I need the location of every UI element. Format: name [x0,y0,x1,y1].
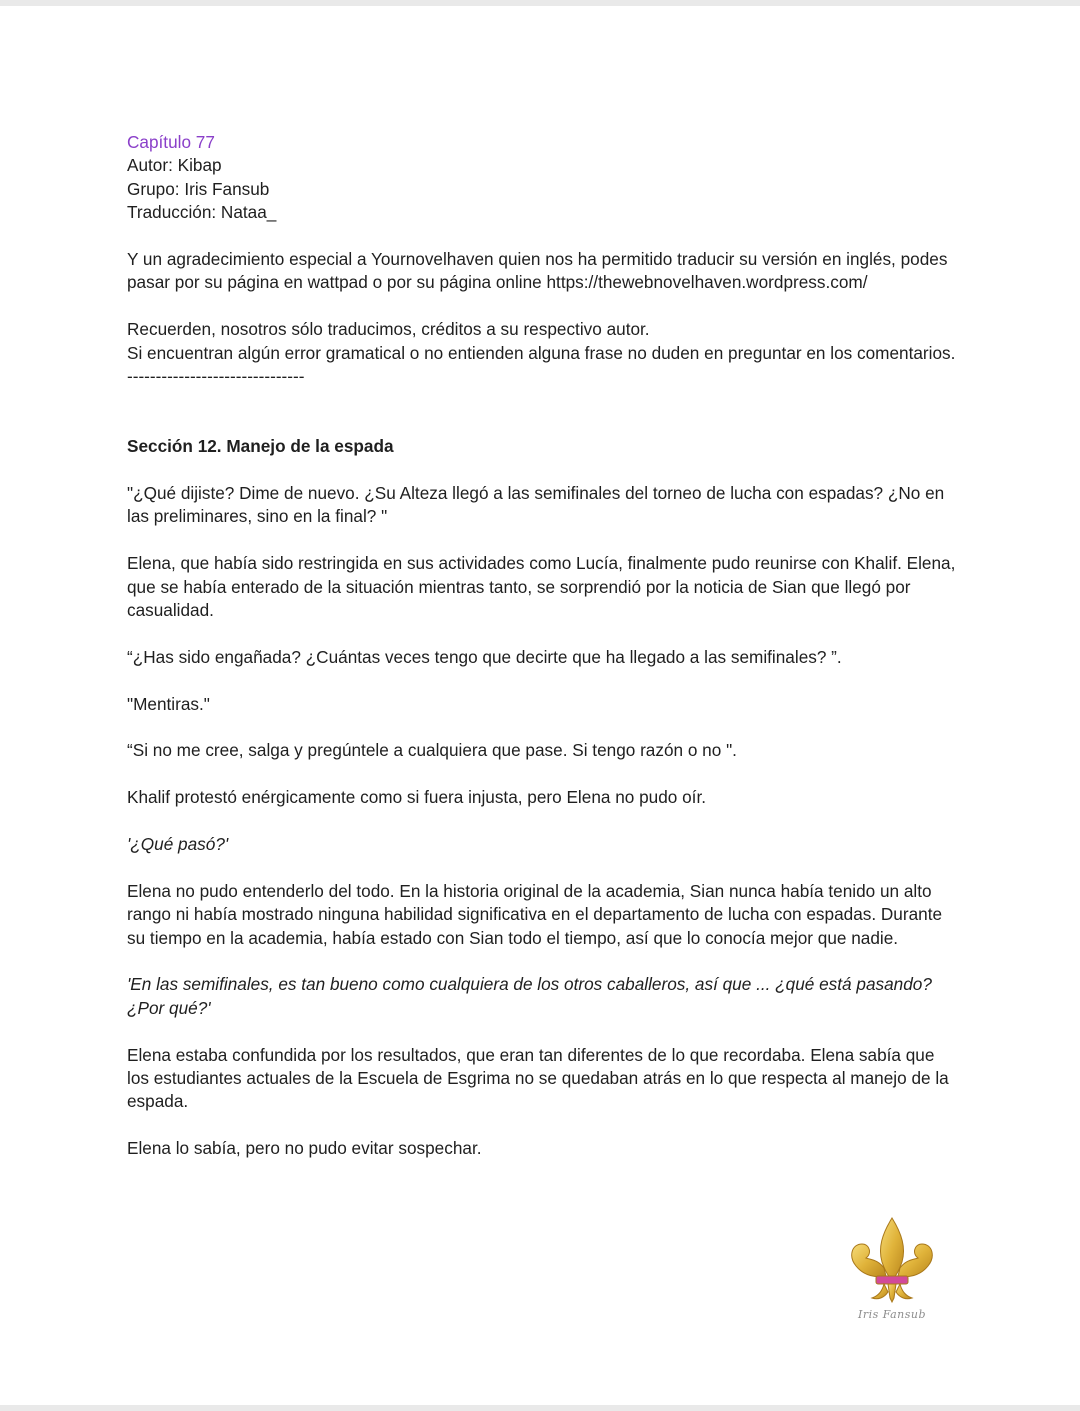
story-paragraph: Elena lo sabía, pero no pudo evitar sospechar. [127,1138,482,1159]
section-heading: Sección 12. Manejo de la espada [127,436,394,457]
iris-fansub-logo [842,1216,942,1328]
remember-line: Recuerden, nosotros sólo traducimos, créditos a su respectivo autor. [127,319,650,340]
translation-line: Traducción: Nataa_ [127,202,277,223]
story-paragraph-thought: 'En las semifinales, es tan bueno como cualquiera de los otros caballeros, así que ... ¿qué está pasando? ¿Por qué?' [127,974,932,1018]
story-paragraph-thought: '¿Qué pasó?' [127,834,229,855]
group-line: Grupo: Iris Fansub [127,178,270,199]
separator-line: ------------------------------- [127,366,305,387]
top-border [0,0,1080,6]
errors-line: Si encuentran algún error gramatical o no entienden alguna frase no duden en preguntar en los comentarios. [127,342,956,363]
story-paragraph: "¿Qué dijiste? Dime de nuevo. ¿Su Alteza llegó a las semifinales del torneo de lucha con espadas? ¿No en las preliminares, sino en la final? " [127,483,945,527]
author-line: Autor: Kibap [127,155,222,176]
story-paragraph: Elena estaba confundida por los resultados, que eran tan diferentes de lo que recordaba. Elena sabía que los estudiantes actuales de la Escuela de Esgrima no se quedaban atrás en lo que respecta al manejo de la espada. [127,1044,949,1112]
logo-caption: Iris Fansub [857,1308,927,1321]
thanks-paragraph: Y un agradecimiento especial a Yournovelhaven quien nos ha permitido traducir su versión en inglés, podes pasar por su página en wattpad o por su página online https://thewebnovelhaven.wordpress.com/ [127,249,948,293]
bottom-border [0,1405,1080,1411]
story-paragraph: “Si no me cree, salga y pregúntele a cualquiera que pase. Si tengo razón o no ". [127,740,737,761]
story-paragraph: "Mentiras." [127,693,210,714]
fleur-de-lis-icon [842,1216,942,1308]
document-page [127,131,957,1161]
story-paragraph: Elena no pudo entenderlo del todo. En la historia original de la academia, Sian nunca había tenido un alto rango ni había mostrado ninguna habilidad significativa en el departamento de lucha con espadas. Durante su tiempo en la academia, había estado con Sian todo el tiempo, así que lo conocía mejor que nadie. [127,880,943,948]
story-paragraph: “¿Has sido engañada? ¿Cuántas veces tengo que decirte que ha llegado a las semifinales? ”. [127,646,842,667]
story-paragraph: Elena, que había sido restringida en sus actividades como Lucía, finalmente pudo reunirse con Khalif. Elena, que se había enterado de la situación mientras tanto, se sorprendió por la noticia de Sian que llegó por casualidad. [127,553,956,621]
chapter-title: Capítulo 77 [127,132,215,152]
story-paragraph: Khalif protestó enérgicamente como si fuera injusta, pero Elena no pudo oír. [127,787,706,808]
